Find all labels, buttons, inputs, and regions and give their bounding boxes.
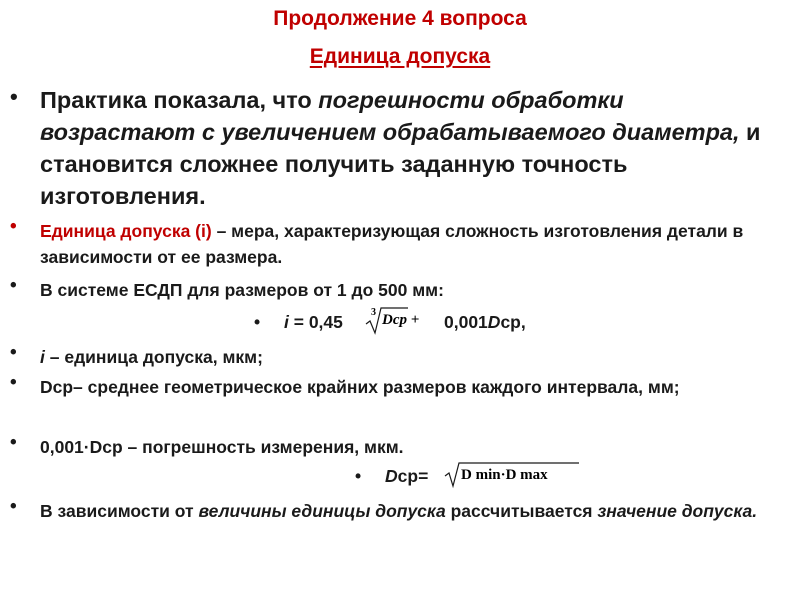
measurement-text: 0,001·Dср – погрешность измерения, мкм. <box>40 437 404 457</box>
bullet-icon: • <box>10 216 17 237</box>
slide-title: Продолжение 4 вопроса <box>273 7 527 30</box>
intro-part-3: и становится сложнее получить заданную точность изготовления. <box>40 119 761 209</box>
bullet-icon: • <box>10 84 18 109</box>
definition-term: Единица допуска (i) <box>40 221 212 241</box>
esdp-text: В системе ЕСДП для размеров от 1 до 500 мм: <box>40 280 444 300</box>
i-text <box>40 344 770 370</box>
formula-bullet: • <box>254 312 261 332</box>
bullet-icon: • <box>10 275 17 296</box>
formula2-bullet: • <box>355 466 362 486</box>
square-root-icon <box>443 460 583 490</box>
formula2-lhs: Dср= <box>385 466 429 486</box>
slide-subtitle: Единица допуска <box>309 45 491 68</box>
intro-part-1: Практика показала, что <box>40 87 319 113</box>
definition-rest: – мера, характеризующая сложность изготовления детали в зависимости от ее размера. <box>40 221 744 267</box>
bullet-icon: • <box>10 342 17 363</box>
cube-root-icon <box>362 304 438 336</box>
conclusion-part-3: рассчитывается <box>445 501 598 521</box>
bullet-icon: • <box>10 372 17 393</box>
root-content: Dcp + <box>382 312 420 328</box>
bullet-icon: • <box>10 496 17 517</box>
root2-content: D min·D max <box>461 467 548 483</box>
conclusion-emphasis-1: величины единицы допуска <box>198 501 446 521</box>
bullet-icon: • <box>10 432 17 453</box>
conclusion-emphasis-2: значение допуска. <box>597 501 758 521</box>
formula-i: i = 0,45 <box>284 312 343 332</box>
formula-tail: 0,001Dср, <box>444 312 526 332</box>
definition-text <box>40 218 770 270</box>
conclusion-text <box>40 498 770 524</box>
intro-text <box>40 84 770 212</box>
dcp-text: Dср– среднее геометрическое крайних размеров каждого интервала, мм; <box>40 377 680 397</box>
conclusion-part-1: В зависимости от <box>40 501 199 521</box>
i-rest: – единица допуска, мкм; <box>44 347 263 367</box>
intro-emphasis: погрешности обработки возрастают с увеличением обрабатываемого диаметра, <box>40 87 740 145</box>
root-index: 3 <box>371 307 376 318</box>
i-symbol: i <box>40 347 45 367</box>
